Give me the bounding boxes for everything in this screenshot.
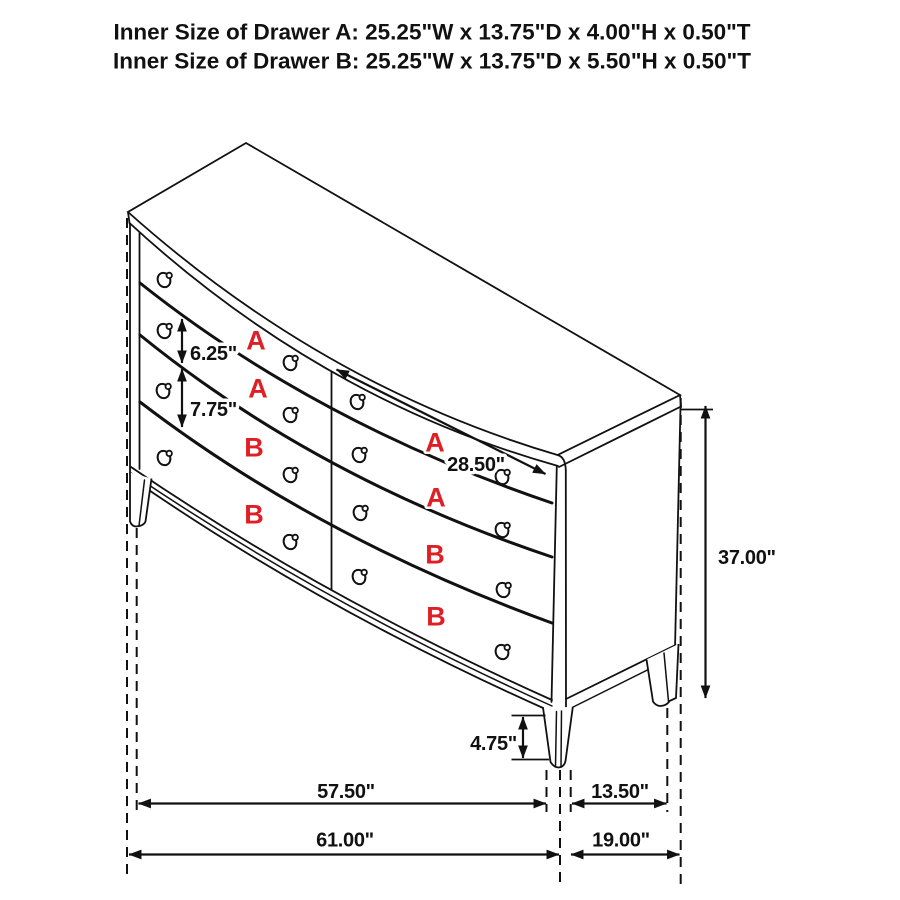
legs (130, 473, 679, 768)
knob-icon (155, 382, 172, 400)
front-right-leg (543, 707, 573, 768)
back-right-leg (647, 644, 679, 706)
knob-icon (282, 354, 299, 372)
drawer-label-right-row1: A (425, 427, 445, 458)
dim-label-61-00: 61.00" (316, 829, 374, 852)
drawer-letter-labels (244, 326, 446, 632)
knob-icon (351, 446, 368, 464)
dim-label-7-75: 7.75" (190, 399, 237, 421)
knob-icon (156, 271, 173, 289)
dim-label-13-50: 13.50" (591, 781, 649, 803)
title-line-1: Inner Size of Drawer A: 25.25"W x 13.75"D x 4.00"H x 0.50"T (113, 19, 751, 45)
drawer-label-left-row4: B (244, 499, 264, 530)
knob-icon (495, 581, 512, 599)
knob-icon (351, 568, 368, 586)
title-line-2: Inner Size of Drawer B: 25.25"W x 13.75"D x 5.50"H x 0.50"T (113, 48, 751, 74)
knob-icon (156, 449, 173, 467)
dresser-body (128, 143, 681, 712)
dim-label-37-00: 37.00" (718, 547, 776, 569)
knob-icon (282, 466, 299, 484)
drawer-label-right-row3: B (425, 539, 445, 570)
dim-label-57-50: 57.50" (317, 781, 375, 803)
drawer-label-right-row4: B (426, 601, 446, 632)
dim-label-19-00: 19.00" (592, 829, 650, 852)
knob-icon (352, 504, 369, 522)
dim-line-28-50 (337, 370, 546, 475)
knob-icon (349, 393, 366, 411)
drawer-label-right-row2: A (426, 482, 446, 513)
knob-icon (282, 533, 299, 551)
dim-label-6-25: 6.25" (190, 343, 237, 365)
drawer-label-left-row3: B (244, 432, 264, 463)
drawer-label-left-row2: A (248, 373, 268, 404)
side-back-edge (675, 407, 681, 649)
dim-label-28-50: 28.50" (447, 454, 505, 476)
drawer-label-left-row1: A (246, 325, 266, 356)
dim-label-4-75: 4.75" (470, 733, 517, 755)
knob-icon (282, 406, 299, 424)
knob-icon (494, 643, 511, 661)
knob-icon (156, 322, 173, 340)
title-block (113, 20, 751, 74)
corner-post-front-edge (552, 466, 557, 702)
front-left-leg (130, 473, 152, 527)
